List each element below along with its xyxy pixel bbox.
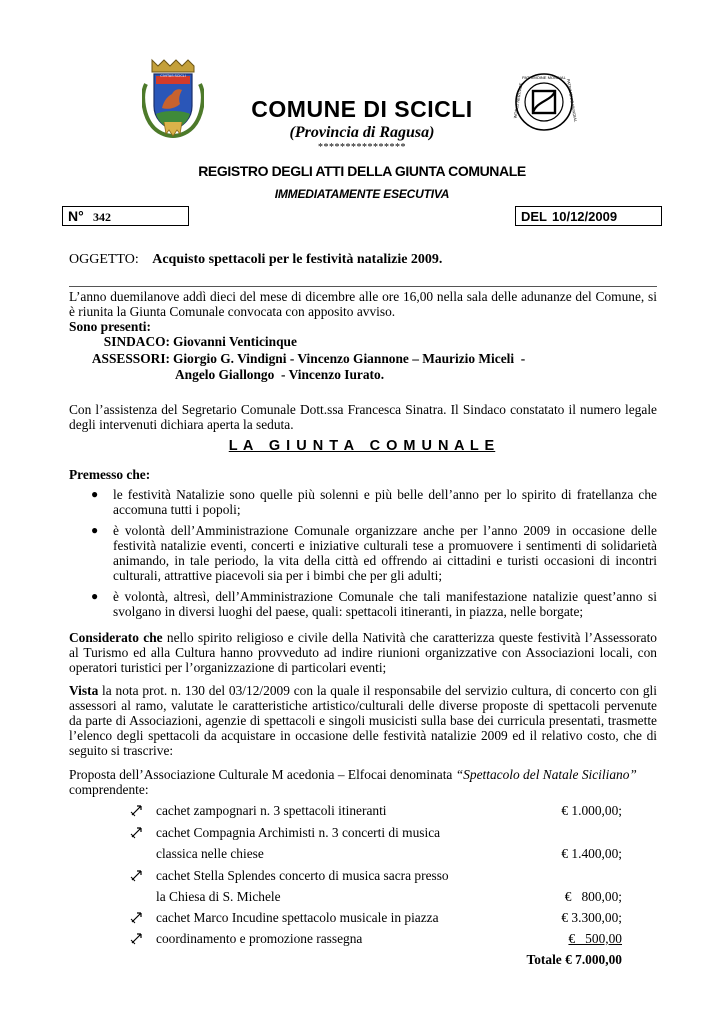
comune-title: COMUNE DI SCICLI xyxy=(251,96,473,122)
unesco-left-text: WORLD HERITAGE xyxy=(512,82,524,119)
registro-heading: REGISTRO DEGLI ATTI DELLA GIUNTA COMUNALE xyxy=(198,163,526,179)
number-label: N° xyxy=(68,208,84,224)
pencil-arrow-icon xyxy=(130,825,146,841)
presenti-label: Sono presenti: xyxy=(69,319,151,334)
cost-item xyxy=(130,910,622,930)
coat-label: CIVITAS SCICLI xyxy=(160,74,186,78)
number-box xyxy=(62,206,189,226)
cost-label: cachet zampognari n. 3 spettacoli itineranti xyxy=(156,803,387,818)
coat-of-arms-logo xyxy=(142,56,204,138)
vista-paragraph: Vista la nota prot. n. 130 del 03/12/2009 con la quale il responsabile del servizio cultura, di concerto con gli assessori al ramo, valutate le caratteristiche artistico/culturali delle diverse proposte di spettacoli pervenute da parte di Associazioni, agenzie di spettacoli e singoli musicisti sulla base dei curricula presentati, trasmette l’elenco degli spettacoli da acquistare in occasione delle festività natalizie 2009 ed il relativo costo, che di seguito si trascrive: xyxy=(69,683,657,758)
considerato-paragraph: Considerato che nello spirito religioso e civile della Natività che caratterizza queste festività l’Assessorato al Turismo ed alla Cultura hanno provveduto ad indire riunioni organizzative con Associazioni locali, con operatori turistici per l’organizzazione di particolari eventi; xyxy=(69,630,657,675)
cost-label: cachet Compagnia Archimisti n. 3 concerti di musica xyxy=(156,825,441,840)
cost-label-cont: classica nelle chiese xyxy=(156,846,264,861)
cost-label: cachet Marco Incudine spettacolo musicale in piazza xyxy=(156,910,439,925)
date-value: 10/12/2009 xyxy=(552,209,618,224)
assistenza-paragraph: Con l’assistenza del Segretario Comunale Dott.ssa Francesca Sinatra. Il Sindaco constatato il numero legale degli intervenuti dichiara aperta la seduta. xyxy=(69,402,657,432)
giunta-title: L A G I U N T A C O M U N A L E xyxy=(228,438,496,454)
sindaco-label: SINDACO: xyxy=(103,334,170,349)
assessori-label: ASSESSORI: xyxy=(91,351,170,366)
pencil-arrow-icon xyxy=(130,910,146,926)
assessori-line-2: Angelo Giallongo - Vincenzo Iurato. xyxy=(175,367,385,382)
premesso-list xyxy=(69,487,657,625)
number-value: 342 xyxy=(93,210,111,224)
oggetto-text: Acquisto spettacoli per le festività natalizie 2009. xyxy=(152,252,443,267)
sindaco-name: Giovanni Venticinque xyxy=(173,334,297,349)
stars-divider: **************** xyxy=(318,142,406,153)
premesso-item: ● le festività Natalizie sono quelle più solenni e più belle dell’anno per lo spirito di fratellanza che accomuna tutti i popoli; xyxy=(91,487,657,517)
premesso-label: Premesso che: xyxy=(69,467,151,482)
premesso-item: ● è volontà dell’Amministrazione Comunale organizzare anche per l’anno 2009 in occasione delle festività natalizie eventi, concerti e iniziative culturali tese a promuovere i sentimenti di solidarietà animando, in tale periodo, la vita della città ed offrendo ai cittadini e turisti occasioni di incontri culturali, attrattive piacevoli sia per i bimbi che per gli adulti; xyxy=(91,523,657,583)
cost-item xyxy=(130,931,622,951)
cost-amount: € 3.300,00; xyxy=(561,910,622,925)
cost-label: coordinamento e promozione rassegna xyxy=(156,931,363,946)
pencil-arrow-icon xyxy=(130,803,146,819)
cost-label: cachet Stella Splendes concerto di musica sacra presso xyxy=(156,868,449,883)
intro-paragraph: L’anno duemilanove addì dieci del mese di dicembre alle ore 16,00 nella sala delle adunanze del Comune, si è riunita la Giunta Comunale convocata con apposito avviso. xyxy=(69,289,657,319)
pencil-arrow-icon xyxy=(130,931,146,947)
provincia-subtitle: (Provincia di Ragusa) xyxy=(289,124,435,141)
cost-item xyxy=(130,803,622,823)
premesso-item: ● è volontà, altresì, dell’Amministrazione Comunale che tali manifestazione natalizie quest’anno si svolgano in diversi luoghi del paese, quali: spettacoli itineranti, in piazza, nelle borgate; xyxy=(91,589,657,619)
cost-amount: € 500,00 xyxy=(568,931,622,946)
oggetto-label: OGGETTO: xyxy=(69,252,139,267)
total-amount: Totale € 7.000,00 xyxy=(526,952,622,967)
date-box xyxy=(515,206,662,226)
date-label: DEL xyxy=(521,209,547,224)
assessori-line-1: Giorgio G. Vindigni - Vincenzo Giannone – Maurizio Miceli - xyxy=(173,351,526,366)
cost-amount: € 1.400,00; xyxy=(561,846,622,861)
esecutiva-heading: IMMEDIATAMENTE ESECUTIVA xyxy=(274,187,450,201)
unesco-top-text: PATRIMOINE MONDIAL xyxy=(522,75,566,80)
proposta-paragraph: Proposta dell’Associazione Culturale M acedonia – Elfocai denominata “Spettacolo del Natale Siciliano” comprendente: xyxy=(69,767,637,797)
cost-amount: € 1.000,00; xyxy=(561,803,622,818)
unesco-right-text: PATRIMONIO MUNDIAL xyxy=(565,78,579,123)
cost-amount: € 800,00; xyxy=(564,889,622,904)
cost-item xyxy=(130,868,622,908)
divider-line xyxy=(69,286,657,287)
cost-item xyxy=(130,825,622,865)
pencil-arrow-icon xyxy=(130,868,146,884)
cost-label-cont: la Chiesa di S. Michele xyxy=(156,889,281,904)
oggetto-line xyxy=(69,252,659,268)
